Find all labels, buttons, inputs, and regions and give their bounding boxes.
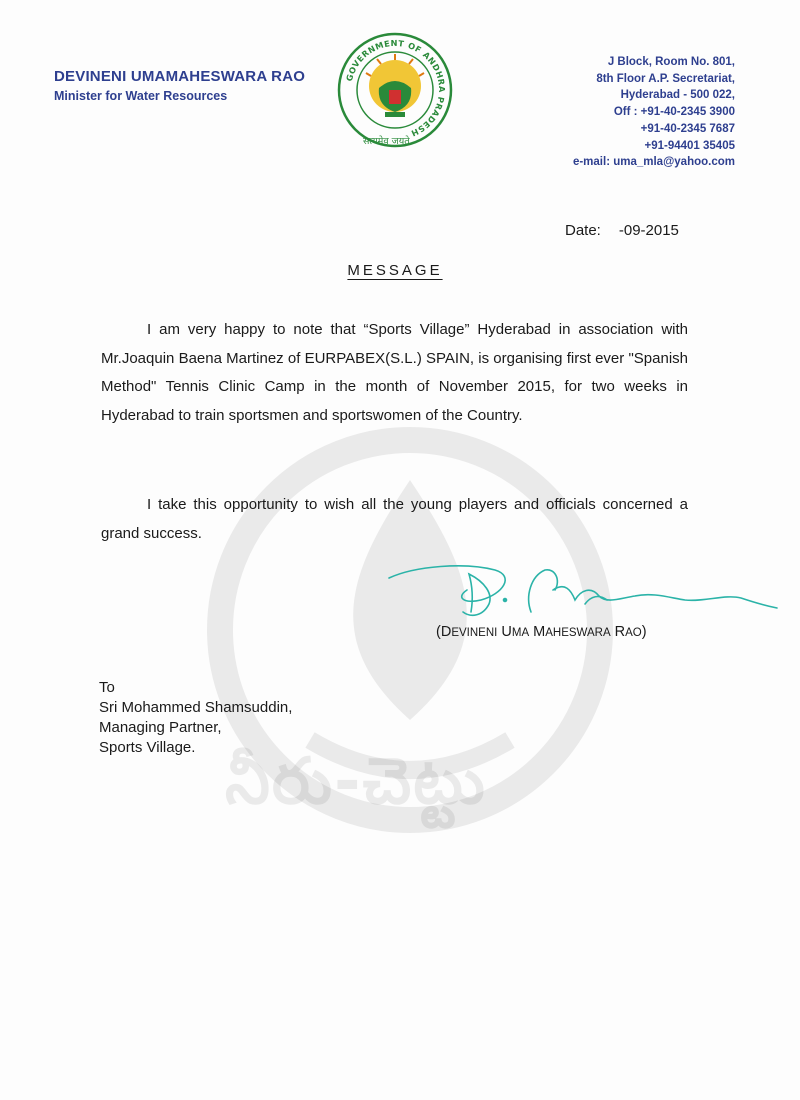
recipient-name: Sri Mohammed Shamsuddin, bbox=[99, 699, 293, 716]
email-address: e-mail: uma_mla@yahoo.com bbox=[572, 156, 735, 169]
office-phone: +91-40-2345 7687 bbox=[640, 122, 735, 135]
address-line: 8th Floor A.P. Secretariat, bbox=[596, 72, 735, 85]
sender-title: Minister for Water Resources bbox=[54, 89, 228, 103]
date-label: Date: bbox=[565, 222, 601, 239]
address-line: Hyderabad - 500 022, bbox=[620, 89, 735, 102]
address-block bbox=[573, 54, 735, 171]
recipient-line: To bbox=[99, 679, 115, 696]
date-value: -09-2015 bbox=[618, 222, 679, 239]
recipient-block bbox=[99, 678, 292, 758]
address-line: J Block, Room No. 801, bbox=[607, 56, 735, 68]
sender-block bbox=[54, 68, 305, 103]
emblem-ring-text: GOVERNMENT OF ANDHRA PRADESH bbox=[343, 37, 448, 139]
ap-government-emblem-icon bbox=[335, 30, 455, 150]
office-phone: Off : +91-40-2345 3900 bbox=[613, 106, 735, 119]
letter-date bbox=[565, 222, 679, 239]
handwritten-signature bbox=[385, 560, 785, 630]
recipient-organisation: Sports Village. bbox=[99, 739, 196, 756]
emblem-motto: सत्यमेव जयते bbox=[363, 136, 410, 147]
sender-name: DEVINENI UMAMAHESWARA RAO bbox=[54, 68, 306, 85]
body-paragraph: I take this opportunity to wish all the young players and officials concerned a grand success. bbox=[101, 496, 688, 542]
signatory-name: (DEVINENI UMA MAHESWARA RAO) bbox=[436, 624, 647, 640]
recipient-designation: Managing Partner, bbox=[99, 719, 222, 736]
body-paragraph: I am very happy to note that “Sports Village” Hyderabad in association with Mr.Joaquin Baena Martinez of EURPABEX(S.L.) SPAIN, is organising first ever "Spanish Method" Tennis Clinic Camp in the month of November 2015, for two weeks in Hyderabad to train sportsmen and sportswomen of the Country. bbox=[101, 321, 688, 424]
watermark-text: నీరు-చెట్టు bbox=[225, 745, 487, 819]
mobile-phone: +91-94401 35405 bbox=[644, 139, 735, 152]
message-heading: MESSAGE bbox=[347, 262, 443, 279]
